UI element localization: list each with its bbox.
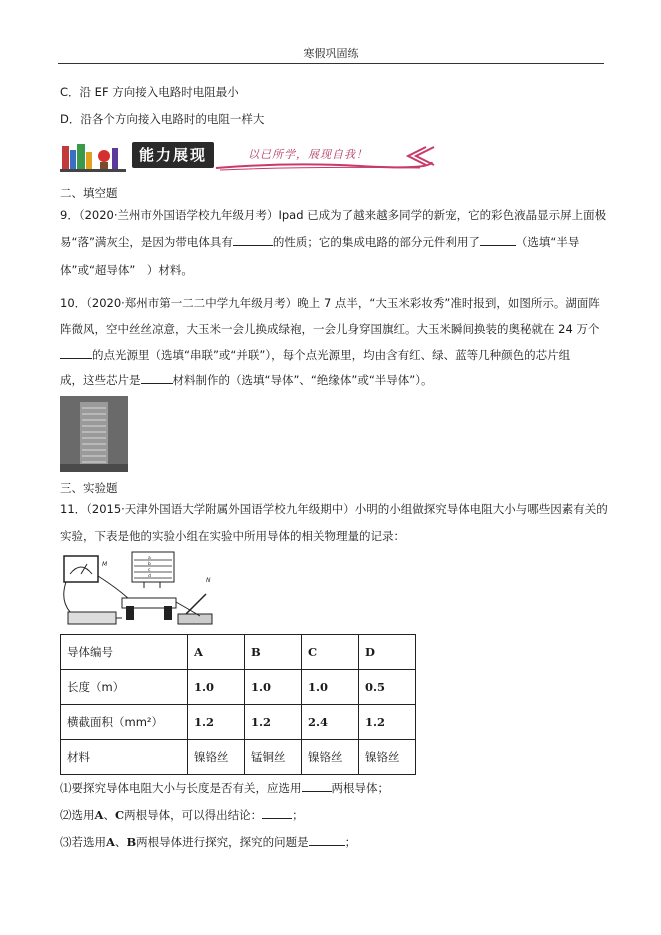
corn-tower-photo xyxy=(60,396,128,472)
table-cell: 1.0 xyxy=(302,670,359,705)
q10-line4 xyxy=(60,372,433,388)
label-n: N xyxy=(206,577,211,584)
table-cell: 锰铜丝 xyxy=(245,740,302,775)
option-c: C．沿 EF 方向接入电路时电阻最小 xyxy=(60,85,239,99)
conductor-a-label: A xyxy=(94,808,104,822)
table-cell: 长度（m） xyxy=(61,670,188,705)
table-cell: 0.5 xyxy=(359,670,416,705)
q9-line3: 体”或“超导体” ）材料。 xyxy=(60,263,193,277)
subq-2-mid: 两根导体，可以得出结论： xyxy=(124,808,263,822)
q10-line4a: 成，这些芯片是 xyxy=(60,373,141,387)
wire-label-c: c xyxy=(148,568,151,573)
subq-1-tail: 两根导体； xyxy=(331,781,389,795)
subq-3 xyxy=(60,834,356,850)
conductor-a-label: A xyxy=(106,835,115,849)
q10-line2: 阵微风，空中丝丝凉意，大玉米一会儿换成绿袍，一会儿身穿国旗红。大玉米瞬间换装的奥秘就在 24 万个 xyxy=(60,322,600,336)
q9-line2c: （选填“半导 xyxy=(515,235,580,249)
subq-1 xyxy=(60,780,389,796)
wire-label-d: d xyxy=(148,574,151,579)
table-header-cell: C xyxy=(302,635,359,670)
q9-line2b: 的性质；它的集成电路的部分元件利用了 xyxy=(272,235,480,249)
table-header-cell: A xyxy=(188,635,245,670)
page-header: 寒假巩固练 xyxy=(58,44,604,64)
subq-3-mid: 两根导体进行探究，探究的问题是 xyxy=(136,835,309,849)
wire-label-b: b xyxy=(148,562,151,567)
table-header-row xyxy=(61,635,416,670)
q10-line3b: 的点光源里（选填“串联”或“并联”），每个点光源里，均由含有红、绿、蓝等几种颜色的芯片组 xyxy=(92,348,571,362)
conductor-c-label: C xyxy=(114,808,125,822)
q9-line2 xyxy=(60,234,579,250)
table-header-cell: B xyxy=(245,635,302,670)
table-cell: 2.4 xyxy=(302,705,359,740)
option-d: D．沿各个方向接入电路时的电阻一样大 xyxy=(60,112,265,126)
table-header-cell: 导体编号 xyxy=(61,635,188,670)
table-header-cell: D xyxy=(359,635,416,670)
conductor-table xyxy=(60,634,416,775)
q11-line2: 实验，下表是他的实验小组在实验中所用导体的相关物理量的记录： xyxy=(60,529,405,543)
subq-2-tail: ； xyxy=(292,808,304,822)
section-experiment-title: 三、实验题 xyxy=(60,481,118,495)
table-row xyxy=(61,705,416,740)
subq-2-text: ⑵选用 xyxy=(60,808,95,822)
table-cell: 1.2 xyxy=(245,705,302,740)
separator: 、 xyxy=(114,835,127,849)
wire-label-a: a xyxy=(148,556,151,561)
subq-3-text: ⑶若选用 xyxy=(60,835,106,849)
table-cell: 1.0 xyxy=(245,670,302,705)
answer-blank xyxy=(233,234,273,246)
q9-line1: 9．（2020·兰州市外国语学校九年级月考）Ipad 已成为了越来越多同学的新宠，它的彩色液晶显示屏上面极 xyxy=(60,208,607,222)
table-cell: 横截面积（mm²） xyxy=(61,705,188,740)
ability-banner xyxy=(60,140,438,172)
answer-blank xyxy=(480,234,516,246)
q9-line2a: 易“落”满灰尘，是因为带电体具有 xyxy=(60,235,233,249)
table-row xyxy=(61,740,416,775)
answer-blank xyxy=(141,372,173,384)
table-cell: 材料 xyxy=(61,740,188,775)
table-cell: 镍铬丝 xyxy=(188,740,245,775)
arrow-left-icon xyxy=(406,145,436,167)
q10-line4b: 材料制作的（选填“导体”、“绝缘体”或“半导体”）。 xyxy=(172,373,433,387)
table-cell: 1.2 xyxy=(359,705,416,740)
separator: 、 xyxy=(103,808,115,822)
label-m: M xyxy=(102,561,108,568)
q11-line1: 11．（2015·天津外国语大学附属外国语学校九年级期中）小明的小组做探究导体电阻大小与哪些因素有关的 xyxy=(60,502,608,516)
answer-blank xyxy=(262,807,292,819)
subq-2 xyxy=(60,807,304,823)
subq-1-text: ⑴要探究导体电阻大小与长度是否有关，应选用 xyxy=(60,781,302,795)
table-cell: 1.0 xyxy=(188,670,245,705)
answer-blank xyxy=(302,780,332,792)
table-cell: 镍铬丝 xyxy=(359,740,416,775)
answer-blank xyxy=(60,347,92,359)
banner-slogan: 以已所学，展现自我！ xyxy=(248,148,368,161)
q10-line1: 10．（2020·郑州市第一二二中学九年级月考）晚上 7 点半，“大玉米彩妆秀”准时报到，如图所示。湖面阵 xyxy=(60,296,600,310)
table-cell: 1.2 xyxy=(188,705,245,740)
circuit-diagram xyxy=(60,550,220,632)
banner-title: 能力展现 xyxy=(132,142,214,168)
section-fill-blank-title: 二、填空题 xyxy=(60,186,118,200)
conductor-b-label: B xyxy=(126,835,137,849)
table-cell: 镍铬丝 xyxy=(302,740,359,775)
q10-line3 xyxy=(60,347,570,363)
subq-3-tail: ； xyxy=(344,835,357,849)
table-row xyxy=(61,670,416,705)
answer-blank xyxy=(309,834,345,846)
